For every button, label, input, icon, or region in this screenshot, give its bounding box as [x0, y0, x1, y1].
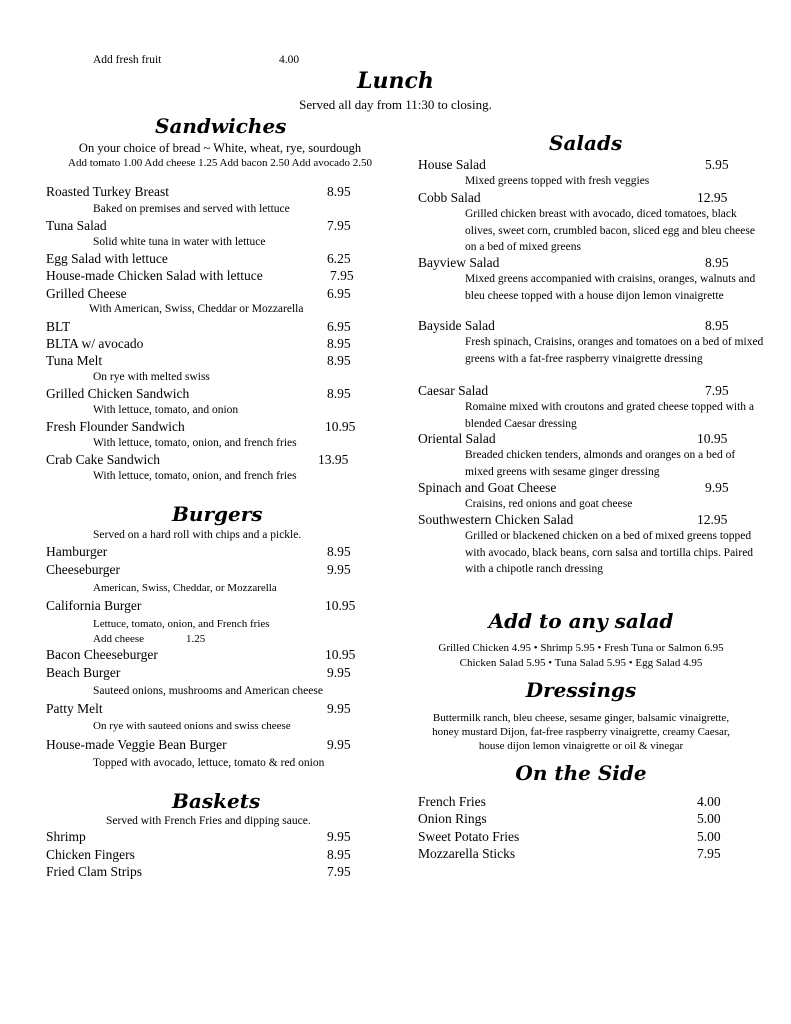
menu-item-price: 7.95: [327, 218, 351, 233]
menu-item-name: Bayside Salad: [418, 318, 495, 333]
menu-item-price: 9.95: [327, 562, 351, 577]
menu-item-desc: Mixed greens topped with fresh veggies: [465, 175, 650, 187]
menu-item-desc: Lettuce, tomato, onion, and French fries: [93, 618, 270, 630]
menu-item-name: Hamburger: [46, 544, 108, 559]
menu-item-price: 8.95: [327, 544, 351, 559]
sides-title: On the Side: [515, 761, 647, 785]
menu-item-name: Patty Melt: [46, 701, 103, 716]
menu-item-desc: Breaded chicken tenders, almonds and oranges on a bed of mixed greens with sesame ginger dressing: [465, 449, 736, 478]
dressings-line2: honey mustard Dijon, fat-free raspberry vinaigrette, creamy Caesar,: [432, 726, 730, 738]
menu-item-desc: Craisins, red onions and goat cheese: [465, 498, 633, 510]
add-fruit-label: Add fresh fruit: [93, 54, 162, 66]
dressings-line3: house dijon lemon vinaigrette or oil & vinegar: [478, 740, 684, 752]
menu-item-price: 13.95: [318, 452, 349, 467]
menu-item-price: 9.95: [327, 829, 351, 844]
menu-item-price: 12.95: [697, 190, 728, 205]
lunch-title: Lunch: [357, 68, 434, 94]
menu-item-price: 7.95: [330, 268, 354, 283]
menu-item-name: BLTA w/ avocado: [46, 336, 144, 351]
sandwiches-intro: On your choice of bread ~ White, wheat, rye, sourdough: [78, 141, 362, 155]
menu-item-price: 7.95: [327, 864, 351, 879]
salads-title: Salads: [549, 131, 623, 155]
menu-item-name: Southwestern Chicken Salad: [418, 512, 574, 527]
menu-item-desc: With American, Swiss, Cheddar or Mozzarella: [89, 303, 304, 315]
menu-item-name: Sweet Potato Fries: [418, 829, 520, 844]
menu-item-price: 8.95: [705, 318, 729, 333]
menu-item-name: Mozzarella Sticks: [418, 846, 516, 861]
menu-item-name: Fresh Flounder Sandwich: [46, 419, 185, 434]
menu-item-name: BLT: [46, 319, 71, 334]
menu-item-price: 9.95: [705, 480, 729, 495]
menu-item-desc: With lettuce, tomato, onion, and french fries: [93, 470, 297, 482]
add-cheese-label: Add cheese: [93, 633, 145, 645]
menu-item-desc: Grilled chicken breast with avocado, diced tomatoes, black olives, sweet corn, crumbled bacon, sliced egg and bleu cheese on a bed of mixed greens: [465, 208, 755, 253]
menu-item-price: 6.25: [327, 251, 351, 266]
menu-item-name: Grilled Chicken Sandwich: [46, 386, 190, 401]
menu-item-price: 10.95: [325, 419, 356, 434]
menu-item-desc: Topped with avocado, lettuce, tomato & red onion: [93, 757, 325, 769]
menu-item-price: 10.95: [325, 598, 356, 613]
menu-item-desc: With lettuce, tomato, onion, and french fries: [93, 437, 297, 449]
menu-item-desc: Romaine mixed with croutons and grated cheese topped with a blended Caesar dressing: [465, 401, 755, 430]
menu-item-name: Tuna Melt: [46, 353, 103, 368]
baskets-intro: Served with French Fries and dipping sauce.: [106, 815, 311, 827]
menu-item-name: French Fries: [418, 794, 486, 809]
dressings-line1: Buttermilk ranch, bleu cheese, sesame ginger, balsamic vinaigrette,: [432, 712, 730, 724]
menu-item-name: Crab Cake Sandwich: [46, 452, 160, 467]
menu-item-price: 9.95: [327, 665, 351, 680]
menu-item-name: Chicken Fingers: [46, 847, 135, 862]
menu-item-price: 4.00: [697, 794, 721, 809]
menu-item-desc: Solid white tuna in water with lettuce: [93, 236, 266, 248]
menu-item-name: Grilled Cheese: [46, 286, 127, 301]
menu-item-name: Beach Burger: [46, 665, 121, 680]
menu-item-name: Tuna Salad: [46, 218, 107, 233]
menu-item-desc: On rye with sauteed onions and swiss cheese: [93, 720, 291, 732]
menu-item-price: 6.95: [327, 319, 351, 334]
menu-item-desc: On rye with melted swiss: [93, 371, 210, 383]
menu-item-name: House-made Chicken Salad with lettuce: [46, 268, 263, 283]
menu-item-desc: With lettuce, tomato, and onion: [93, 404, 239, 416]
menu-item-price: 5.00: [697, 811, 721, 826]
add-cheese-price: 1.25: [186, 633, 206, 645]
menu-item-price: 8.95: [327, 336, 351, 351]
menu-item-desc: Grilled or blackened chicken on a bed of mixed greens topped with avocado, black beans, corn salsa and tortilla chips. Paired with a chipotle ranch dressing: [465, 530, 754, 575]
burgers-title: Burgers: [172, 502, 263, 526]
menu-item-desc: Mixed greens accompanied with craisins, oranges, walnuts and bleu cheese topped with a house dijon lemon vinaigrette: [465, 273, 756, 302]
burgers-intro: Served on a hard roll with chips and a pickle.: [93, 529, 302, 541]
menu-item-price: 8.95: [327, 353, 351, 368]
menu-item-name: Caesar Salad: [418, 383, 489, 398]
menu-item-name: Fried Clam Strips: [46, 864, 143, 879]
add-fruit-price: 4.00: [279, 54, 300, 66]
menu-item-name: House-made Veggie Bean Burger: [46, 737, 227, 752]
menu-item-price: 5.00: [697, 829, 721, 844]
menu-item-name: Onion Rings: [418, 811, 487, 826]
menu-item-desc: Baked on premises and served with lettuce: [93, 203, 290, 215]
menu-item-desc: Sauteed onions, mushrooms and American cheese: [93, 685, 323, 697]
lunch-subtitle: Served all day from 11:30 to closing.: [299, 97, 492, 112]
dressings-title: Dressings: [525, 678, 637, 702]
menu-item-price: 6.95: [327, 286, 351, 301]
menu-item-price: 8.95: [327, 386, 351, 401]
menu-item-price: 10.95: [325, 647, 356, 662]
menu-item-price: 7.95: [697, 846, 721, 861]
menu-item-name: California Burger: [46, 598, 142, 613]
menu-item-name: Cheeseburger: [46, 562, 120, 577]
add-to-salad-line2: Chicken Salad 5.95 • Tuna Salad 5.95 • Egg Salad 4.95: [459, 657, 703, 669]
menu-item-name: Cobb Salad: [418, 190, 481, 205]
add-to-salad-title: Add to any salad: [488, 609, 674, 633]
menu-item-price: 9.95: [327, 701, 351, 716]
add-to-salad-line1: Grilled Chicken 4.95 • Shrimp 5.95 • Fresh Tuna or Salmon 6.95: [438, 642, 724, 654]
menu-item-name: Shrimp: [46, 829, 86, 844]
menu-item-name: Egg Salad with lettuce: [46, 251, 168, 266]
menu-item-price: 8.95: [327, 184, 351, 199]
menu-item-name: Roasted Turkey Breast: [46, 184, 169, 199]
menu-item-desc: Fresh spinach, Craisins, oranges and tomatoes on a bed of mixed greens with a fat-free raspberry vinaigrette dressing: [465, 336, 764, 365]
menu-item-name: House Salad: [418, 157, 486, 172]
menu-item-price: 12.95: [697, 512, 728, 527]
menu-item-price: 10.95: [697, 431, 728, 446]
menu-item-name: Bacon Cheeseburger: [46, 647, 158, 662]
sandwiches-title: Sandwiches: [155, 114, 287, 138]
menu-item-name: Bayview Salad: [418, 255, 500, 270]
menu-item-price: 7.95: [705, 383, 729, 398]
menu-item-price: 8.95: [705, 255, 729, 270]
menu-item-price: 5.95: [705, 157, 729, 172]
menu-item-price: 8.95: [327, 847, 351, 862]
sandwiches-addons: Add tomato 1.00 Add cheese 1.25 Add bacon 2.50 Add avocado 2.50: [68, 157, 372, 169]
baskets-title: Baskets: [172, 789, 261, 813]
menu-item-desc: American, Swiss, Cheddar, or Mozzarella: [93, 582, 277, 594]
menu-item-price: 9.95: [327, 737, 351, 752]
menu-item-name: Spinach and Goat Cheese: [418, 480, 557, 495]
menu-item-name: Oriental Salad: [418, 431, 496, 446]
